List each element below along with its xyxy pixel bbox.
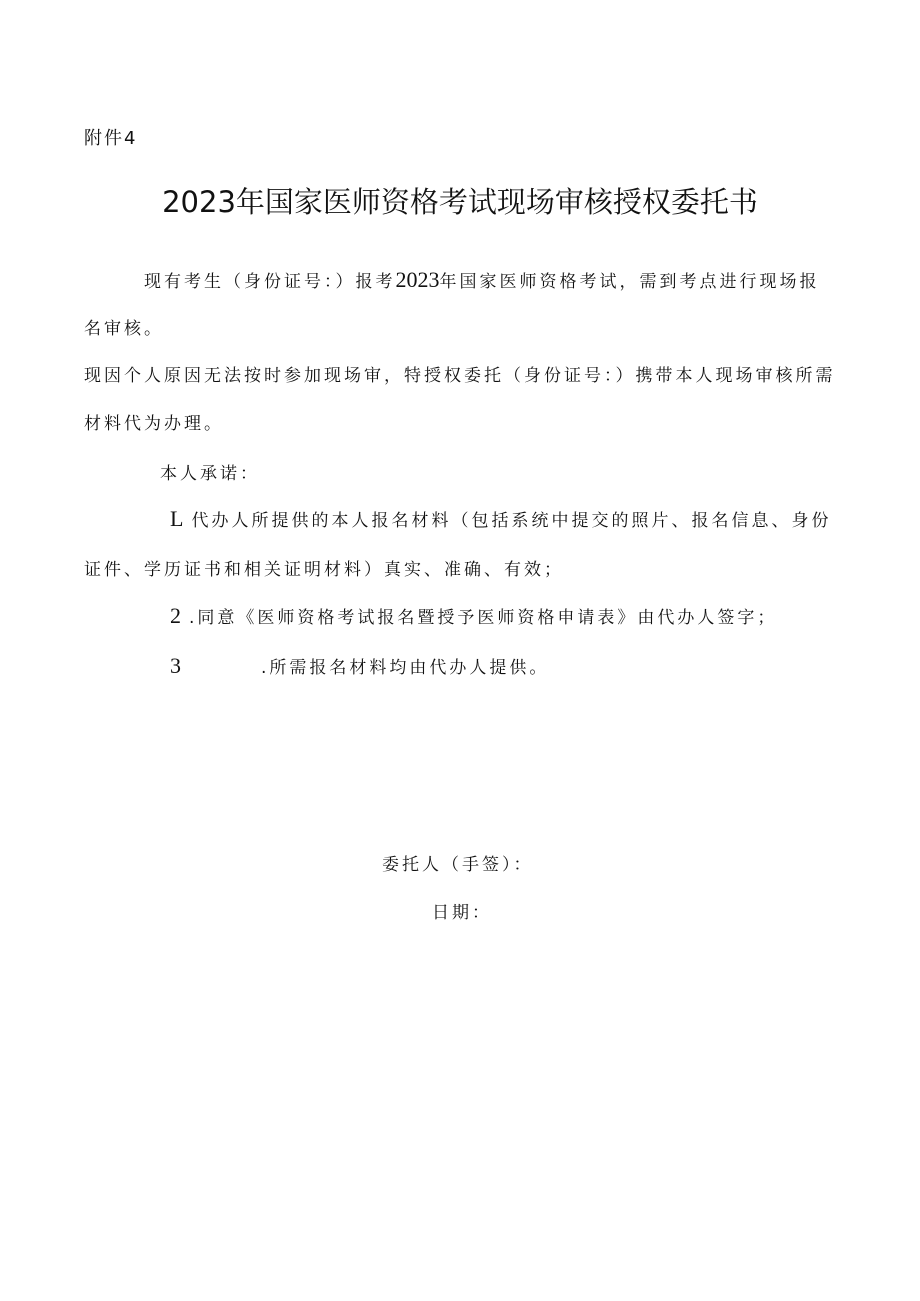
attachment-label: 附件4 xyxy=(84,128,138,149)
item-2-marker: 2 xyxy=(170,603,181,628)
p1-line1-post: 年国家医师资格考试，需到考点进行现场报 xyxy=(439,272,820,292)
date-label: 日期： xyxy=(432,903,492,923)
p1-line1-pre: 现有考生（身份证号：）报考 xyxy=(144,272,396,292)
signer-label: 委托人（手签）： xyxy=(382,855,534,875)
item-3-text: .所需报名材料均由代办人提供。 xyxy=(261,658,550,678)
paragraph-2-line-1: 现因个人原因无法按时参加现场审，特授权委托（身份证号：）携带本人现场审核所需 xyxy=(84,366,836,386)
promise-item-2 xyxy=(170,603,777,629)
document-title: 2023年国家医师资格考试现场审核授权委托书 xyxy=(162,185,758,219)
item-1-text: 代办人所提供的本人报名材料（包括系统中提交的照片、报名信息、身份 xyxy=(191,511,832,531)
promise-item-1-line-2: 证件、学历证书和相关证明材料）真实、准确、有效； xyxy=(84,560,564,580)
paragraph-2-line-2: 材料代为办理。 xyxy=(84,414,224,434)
promise-item-1-line-1 xyxy=(170,506,831,532)
p1-year: 2023 xyxy=(395,267,440,292)
promise-item-3 xyxy=(170,653,549,679)
promise-heading: 本人承诺： xyxy=(160,464,260,484)
paragraph-1-line-1 xyxy=(144,267,820,293)
item-2-text: .同意《医师资格考试报名暨授予医师资格申请表》由代办人签字； xyxy=(189,608,778,628)
item-1-marker: L xyxy=(170,506,184,531)
paragraph-1-line-2: 名审核。 xyxy=(84,319,164,339)
item-3-marker: 3 xyxy=(170,653,181,678)
